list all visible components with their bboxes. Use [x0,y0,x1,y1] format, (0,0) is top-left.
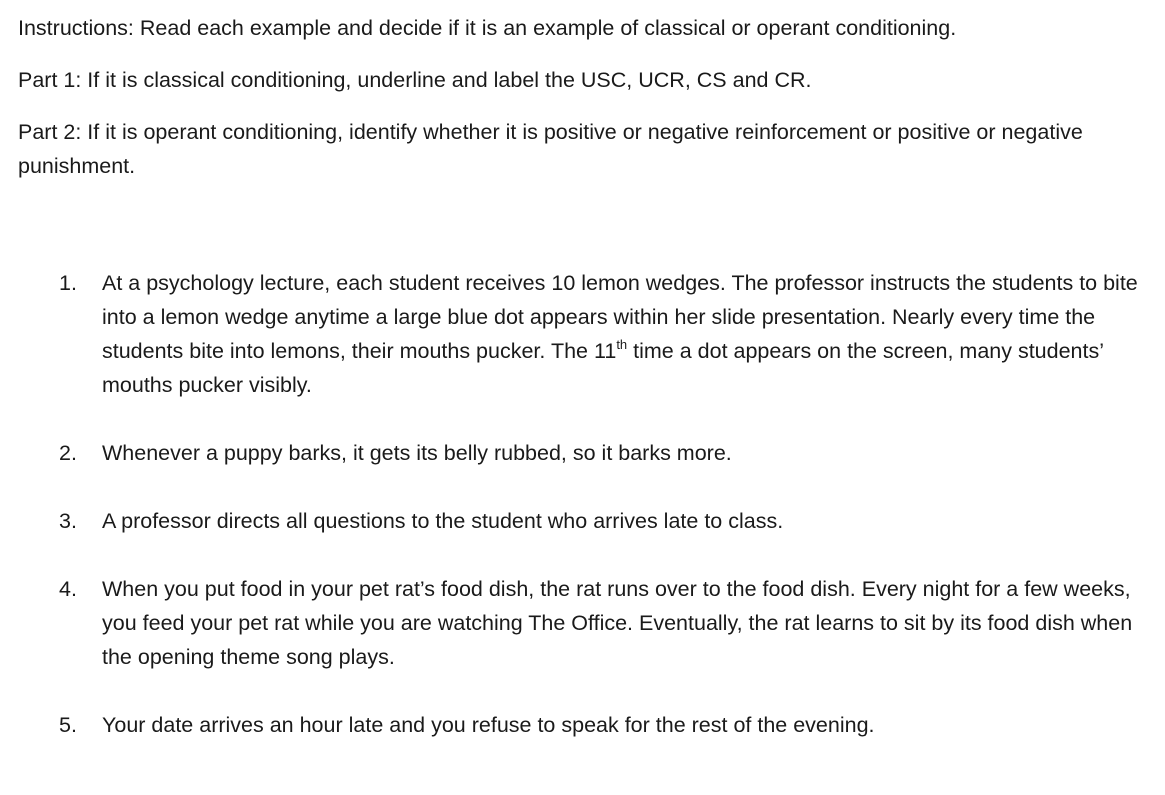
list-item [18,572,1138,674]
list-item [18,266,1138,402]
item-number: 1. [59,271,77,295]
part1-paragraph: Part 1: If it is classical conditioning, underline and label the USC, UCR, CS and CR. [18,68,812,92]
ordinal-superscript: th [616,337,628,352]
item-number: 2. [59,441,77,465]
item-text-part: At a psychology lecture, each student receives 10 lemon wedges. The professor instructs the students to bite into a lemon wedge anytime a large blue dot appears within her slide presentation. Nearly every time the students bite into lemons, their mouths pucker. The 11 [102,271,1138,363]
item-text: Your date arrives an hour late and you refuse to speak for the rest of the evening. [102,713,875,737]
item-number: 5. [59,713,77,737]
list-item [18,708,1138,742]
item-text: Whenever a puppy barks, it gets its belly rubbed, so it barks more. [102,441,732,465]
question-list [18,266,1138,776]
item-text: When you put food in your pet rat’s food dish, the rat runs over to the food dish. Every night for a few weeks, you feed your pet rat while you are watching The Office. Eventually, the rat learns to sit by its food dish when the opening theme song plays. [102,577,1133,669]
list-item [18,504,1138,538]
item-text-part: time a dot appears on the screen, many students’ mouths pucker visibly. [102,339,1104,397]
instructions-paragraph: Instructions: Read each example and decide if it is an example of classical or operant conditioning. [18,16,957,40]
list-item [18,436,1138,470]
item-number: 3. [59,509,77,533]
item-text [102,271,1138,397]
item-number: 4. [59,577,77,601]
part2-paragraph: Part 2: If it is operant conditioning, identify whether it is positive or negative reinforcement or positive or negative punishment. [18,120,1083,178]
item-text: A professor directs all questions to the student who arrives late to class. [102,509,784,533]
document-body [18,11,1138,737]
